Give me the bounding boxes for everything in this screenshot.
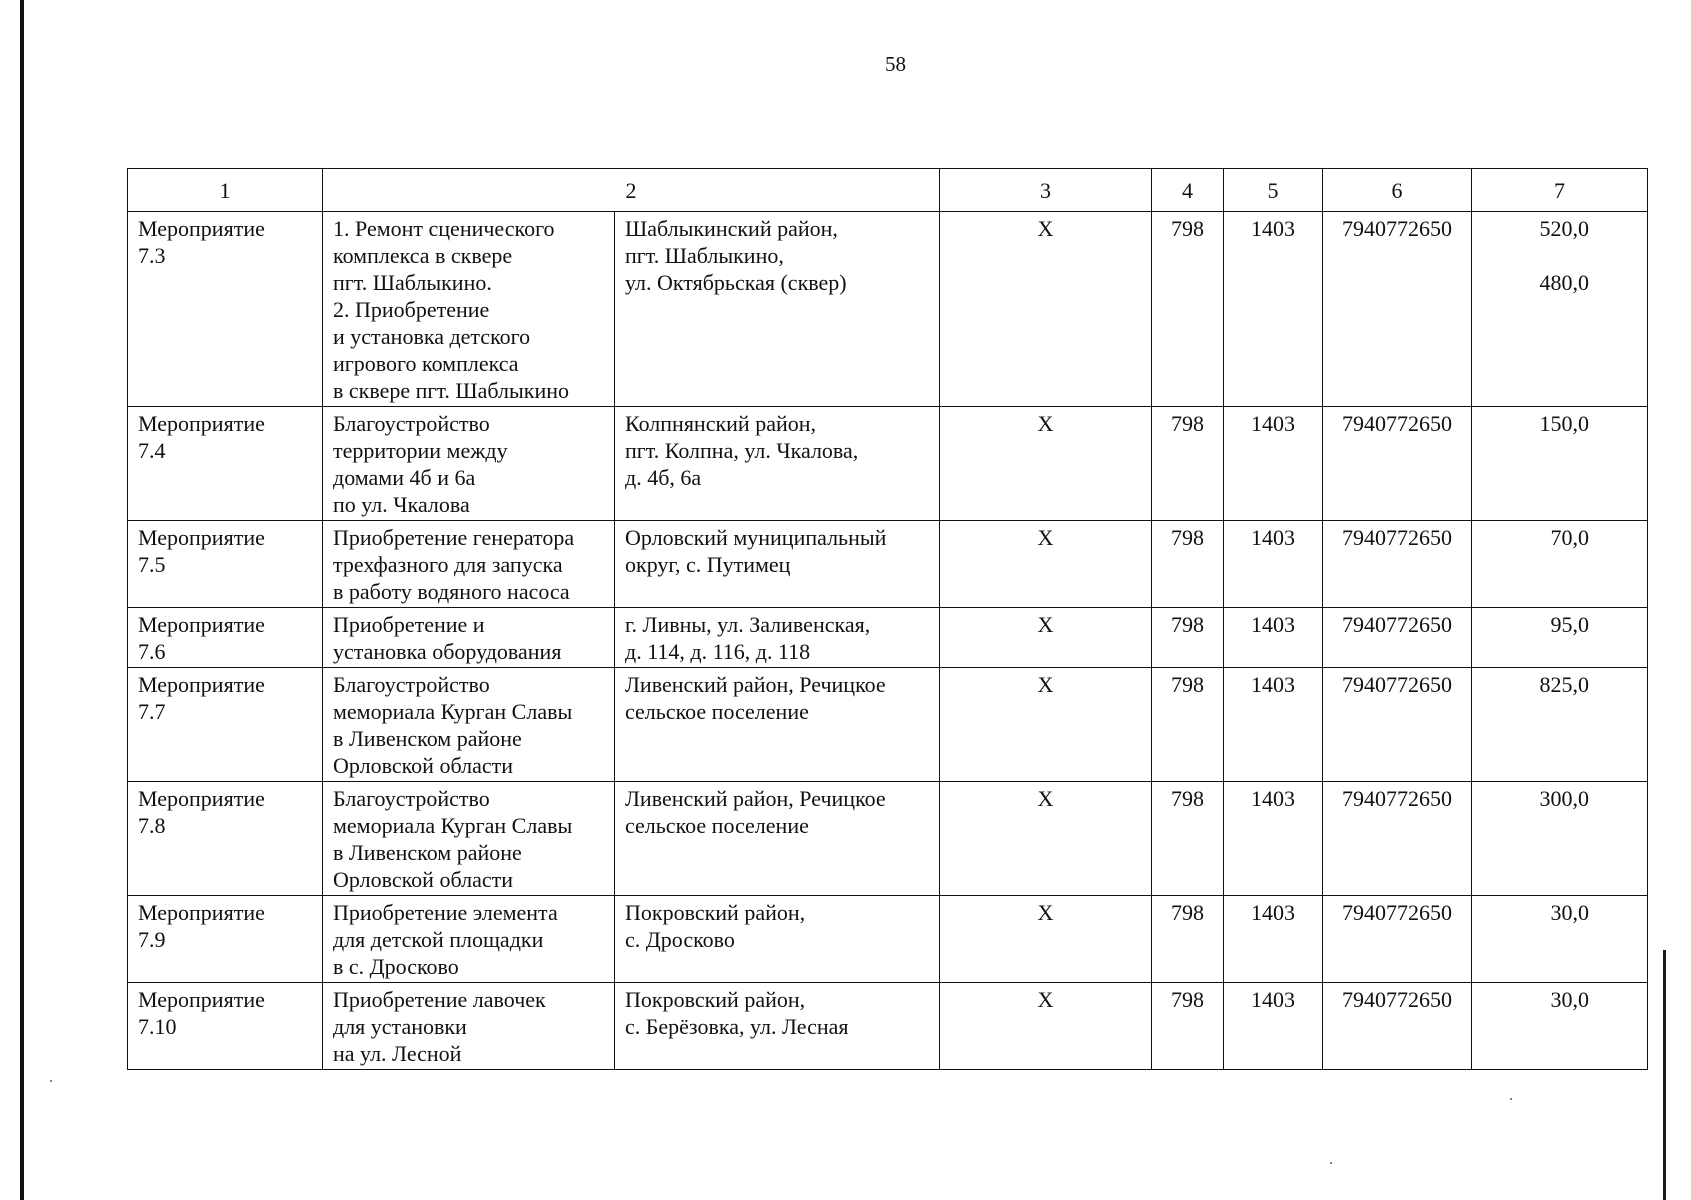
- description-cell: Благоустройство территории между домами 4б и 6а по ул. Чкалова: [323, 407, 615, 521]
- location-cell: г. Ливны, ул. Заливенская, д. 114, д. 116, д. 118: [615, 608, 940, 668]
- col3-mark-cell: Х: [940, 668, 1152, 782]
- amount-cell: [1472, 212, 1648, 407]
- event-cell: Мероприятие 7.8: [128, 782, 323, 896]
- amount-value: 825,0: [1539, 672, 1589, 697]
- col6-code-cell: 7940772650: [1323, 407, 1472, 521]
- table-header-row: [128, 169, 1648, 212]
- table-row: [128, 782, 1648, 896]
- event-cell: Мероприятие 7.9: [128, 896, 323, 983]
- col5-code-cell: 1403: [1224, 983, 1323, 1070]
- amount-cell: [1472, 608, 1648, 668]
- col5-code-cell: 1403: [1224, 782, 1323, 896]
- col4-code-cell: 798: [1152, 407, 1224, 521]
- amount-cell: [1472, 521, 1648, 608]
- location-cell: Покровский район, с. Дросково: [615, 896, 940, 983]
- amount-value: 70,0: [1550, 525, 1589, 550]
- col6-code-cell: 7940772650: [1323, 896, 1472, 983]
- budget-table: [127, 168, 1648, 1070]
- page-number: 58: [885, 52, 906, 76]
- header-cell-7: 7: [1472, 169, 1648, 212]
- col3-mark-cell: Х: [940, 212, 1152, 407]
- event-cell: Мероприятие 7.4: [128, 407, 323, 521]
- col5-code-cell: 1403: [1224, 407, 1323, 521]
- col4-code-cell: 798: [1152, 668, 1224, 782]
- amount-value: 520,0: [1539, 216, 1589, 241]
- location-cell: Шаблыкинский район, пгт. Шаблыкино, ул. Октябрьская (сквер): [615, 212, 940, 407]
- table-row: [128, 521, 1648, 608]
- header-cell-2: 2: [323, 169, 940, 212]
- table-row: [128, 212, 1648, 407]
- col5-code-cell: 1403: [1224, 212, 1323, 407]
- location-cell: Ливенский район, Речицкое сельское поселение: [615, 668, 940, 782]
- amount-value: 300,0: [1539, 786, 1589, 811]
- amount-value: 30,0: [1550, 900, 1589, 925]
- table-row: [128, 896, 1648, 983]
- location-cell: Колпнянский район, пгт. Колпна, ул. Чкалова, д. 4б, 6а: [615, 407, 940, 521]
- scan-border-left: [20, 0, 24, 1200]
- col4-code-cell: 798: [1152, 608, 1224, 668]
- col4-code-cell: 798: [1152, 212, 1224, 407]
- table-row: [128, 668, 1648, 782]
- col6-code-cell: 7940772650: [1323, 608, 1472, 668]
- col4-code-cell: 798: [1152, 896, 1224, 983]
- col4-code-cell: 798: [1152, 521, 1224, 608]
- col3-mark-cell: Х: [940, 896, 1152, 983]
- event-cell: Мероприятие 7.6: [128, 608, 323, 668]
- header-cell-3: 3: [940, 169, 1152, 212]
- amount-cell: [1472, 983, 1648, 1070]
- col3-mark-cell: Х: [940, 983, 1152, 1070]
- amount-value: 480,0: [1539, 270, 1589, 295]
- amount-spacer: [1482, 242, 1589, 269]
- amount-value: 150,0: [1539, 411, 1589, 436]
- scan-speck: [1330, 1162, 1332, 1164]
- col5-code-cell: 1403: [1224, 521, 1323, 608]
- col5-code-cell: 1403: [1224, 896, 1323, 983]
- col4-code-cell: 798: [1152, 983, 1224, 1070]
- amount-cell: [1472, 668, 1648, 782]
- col4-code-cell: 798: [1152, 782, 1224, 896]
- table-row: [128, 983, 1648, 1070]
- description-cell: Приобретение генератора трехфазного для запуска в работу водяного насоса: [323, 521, 615, 608]
- description-cell: Благоустройство мемориала Курган Славы в Ливенском районе Орловской области: [323, 668, 615, 782]
- table-row: [128, 407, 1648, 521]
- description-cell: Приобретение лавочек для установки на ул. Лесной: [323, 983, 615, 1070]
- event-cell: Мероприятие 7.3: [128, 212, 323, 407]
- event-cell: Мероприятие 7.10: [128, 983, 323, 1070]
- col3-mark-cell: Х: [940, 608, 1152, 668]
- description-cell: Приобретение и установка оборудования: [323, 608, 615, 668]
- event-cell: Мероприятие 7.7: [128, 668, 323, 782]
- description-cell: 1. Ремонт сценического комплекса в сквере пгт. Шаблыкино. 2. Приобретение и установка детского игрового комплекса в сквере пгт. Шаблыкино: [323, 212, 615, 407]
- amount-cell: [1472, 782, 1648, 896]
- col5-code-cell: 1403: [1224, 668, 1323, 782]
- col3-mark-cell: Х: [940, 407, 1152, 521]
- location-cell: Покровский район, с. Берёзовка, ул. Лесная: [615, 983, 940, 1070]
- event-cell: Мероприятие 7.5: [128, 521, 323, 608]
- col6-code-cell: 7940772650: [1323, 983, 1472, 1070]
- amount-value: 30,0: [1550, 987, 1589, 1012]
- header-cell-1: 1: [128, 169, 323, 212]
- scan-border-right: [1663, 950, 1666, 1200]
- location-cell: Орловский муниципальный округ, с. Путимец: [615, 521, 940, 608]
- col6-code-cell: 7940772650: [1323, 212, 1472, 407]
- description-cell: Благоустройство мемориала Курган Славы в Ливенском районе Орловской области: [323, 782, 615, 896]
- description-cell: Приобретение элемента для детской площадки в с. Дросково: [323, 896, 615, 983]
- col3-mark-cell: Х: [940, 782, 1152, 896]
- amount-cell: [1472, 407, 1648, 521]
- col6-code-cell: 7940772650: [1323, 668, 1472, 782]
- col6-code-cell: 7940772650: [1323, 782, 1472, 896]
- header-cell-6: 6: [1323, 169, 1472, 212]
- amount-value: 95,0: [1550, 612, 1589, 637]
- header-cell-5: 5: [1224, 169, 1323, 212]
- table-row: [128, 608, 1648, 668]
- col6-code-cell: 7940772650: [1323, 521, 1472, 608]
- col3-mark-cell: Х: [940, 521, 1152, 608]
- col5-code-cell: 1403: [1224, 608, 1323, 668]
- scan-speck: [1510, 1098, 1512, 1100]
- amount-cell: [1472, 896, 1648, 983]
- location-cell: Ливенский район, Речицкое сельское поселение: [615, 782, 940, 896]
- scan-speck: [50, 1080, 52, 1082]
- header-cell-4: 4: [1152, 169, 1224, 212]
